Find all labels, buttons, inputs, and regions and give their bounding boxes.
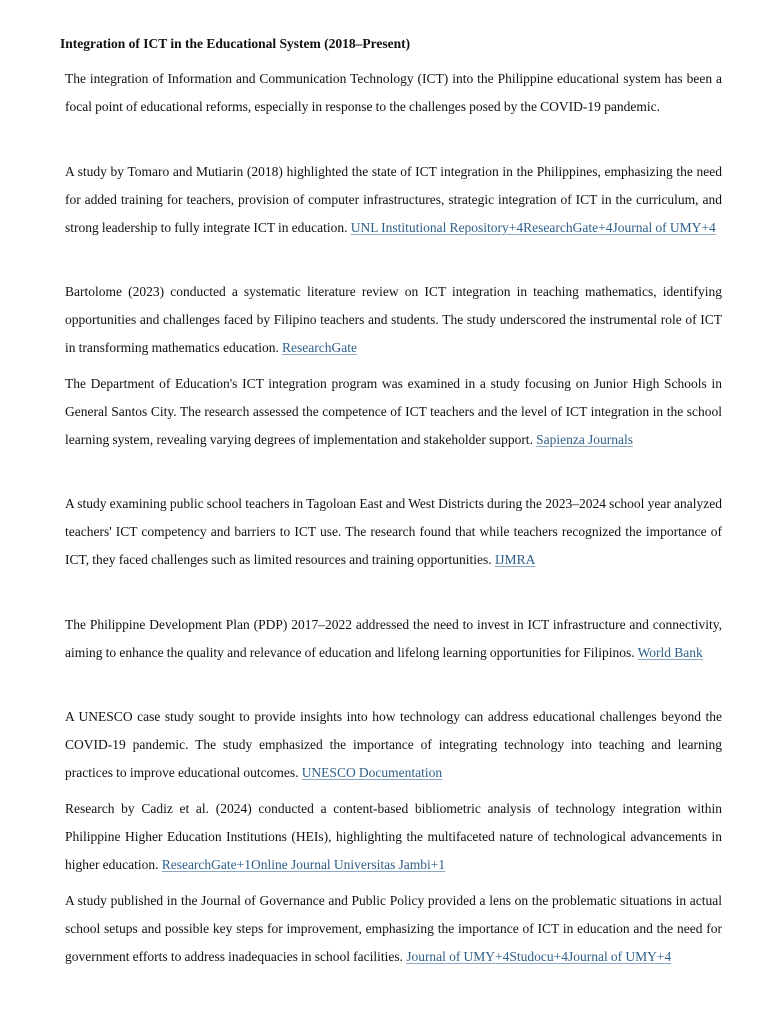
paragraph-text: The integration of Information and Communication Technology (ICT) into the Philippine educational system has been a focal point of educational reforms, especially in response to the challenges posed by the COVID-19 pandemic. [65,71,722,114]
document-title: Integration of ICT in the Educational System (2018–Present) [60,36,411,51]
paragraph-unesco [65,703,722,787]
source-link[interactable]: Sapienza Journals [536,432,634,447]
paragraph-tagoloan-teachers [65,490,722,574]
paragraph-text: Research by Cadiz et al. (2024) conducted a content-based bibliometric analysis of technology integration within Philippine Higher Education Institutions (HEIs), highlighting the multifaceted nature of technological advancements in higher education. [65,801,722,872]
paragraph-text: A UNESCO case study sought to provide insights into how technology can address educational challenges beyond the COVID-19 pandemic. The study emphasized the importance of integrating technology into teaching and learning practices to improve educational outcomes. [65,709,722,780]
source-link[interactable]: ResearchGate+1Online Journal Universitas Jambi+1 [161,857,446,872]
paragraph-tomaro-mutiarin [65,158,722,242]
source-link[interactable]: IJMRA [494,552,536,567]
source-link[interactable]: ResearchGate [282,340,357,355]
source-link[interactable]: Journal of UMY+4Studocu+4Journal of UMY+4 [406,949,672,964]
paragraph-text: Bartolome (2023) conducted a systematic literature review on ICT integration in teaching mathematics, identifying opportunities and challenges faced by Filipino teachers and students. The study underscored the instrumental role of ICT in transforming mathematics education. [65,284,722,355]
paragraph-bartolome [65,278,722,362]
source-link[interactable]: UNESCO Documentation [301,765,443,780]
paragraph-ict-integration-intro [65,65,722,121]
paragraph-text: A study by Tomaro and Mutiarin (2018) highlighted the state of ICT integration in the Philippines, emphasizing the need for added training for teachers, provision of computer infrastructures, strategic integration of ICT in the curriculum, and strong leadership to fully integrate ICT in education. [65,164,722,235]
paragraph-text: The Department of Education's ICT integration program was examined in a study focusing on Junior High Schools in General Santos City. The research assessed the competence of ICT teachers and the level of ICT integration in the school learning system, revealing varying degrees of implementation and stakeholder support. [65,376,722,447]
paragraph-text: A study examining public school teachers in Tagoloan East and West Districts during the 2023–2024 school year analyzed teachers' ICT competency and barriers to ICT use. The research found that while teachers recognized the importance of ICT, they faced challenges such as limited resources and training opportunities. [65,496,722,567]
paragraph-cadiz [65,795,722,879]
paragraph-text: A study published in the Journal of Governance and Public Policy provided a lens on the problematic situations in actual school setups and possible key steps for improvement, emphasizing the importance of ICT in education and the need for government efforts to address inadequacies in school facilities. [65,893,722,964]
paragraph-text: The Philippine Development Plan (PDP) 2017–2022 addressed the need to invest in ICT infrastructure and connectivity, aiming to enhance the quality and relevance of education and lifelong learning opportunities for Filipinos. [65,617,722,660]
source-link[interactable]: World Bank [637,645,703,660]
paragraph-pdp [65,611,722,667]
source-link[interactable]: UNL Institutional Repository+4ResearchGate+4Journal of UMY+4 [350,220,716,235]
paragraph-governance-policy [65,887,722,971]
paragraph-deped-gensan [65,370,722,454]
